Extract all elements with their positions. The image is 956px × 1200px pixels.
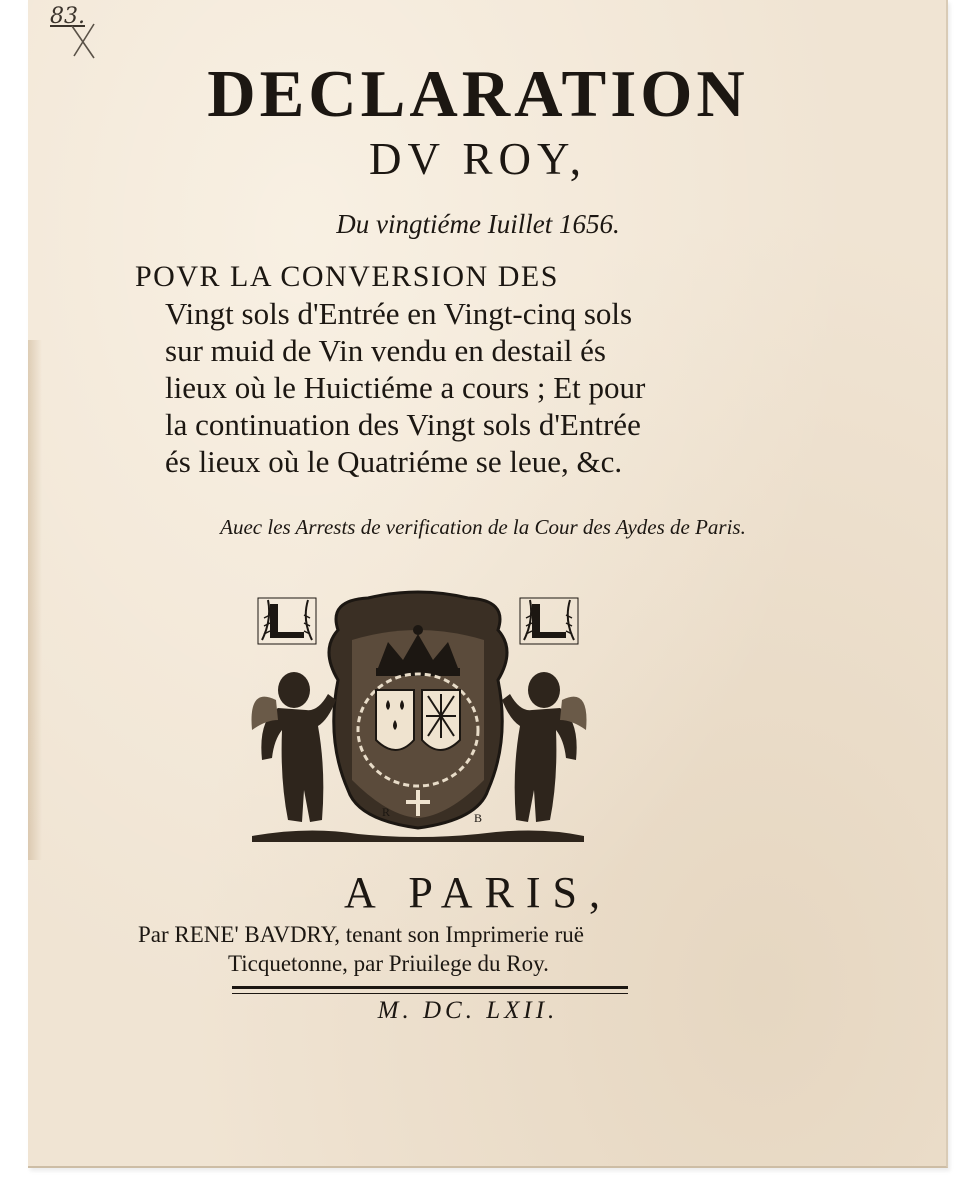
title-du-roy: DV ROY, [369, 134, 587, 184]
imprint-place: A PARIS, [343, 868, 613, 917]
right-cherub-icon [502, 672, 587, 822]
body-line: Vingt sols d'Entrée en Vingt-cinq sols [165, 296, 633, 331]
arrests-line: Auec les Arrests de verification de la Cour des Aydes de Paris. [220, 515, 746, 539]
declaration-date: Du vingtiéme Iuillet 1656. [336, 209, 620, 239]
right-l-monogram-icon [520, 598, 578, 644]
royal-arms-woodcut-icon [248, 590, 588, 846]
declaration-body [135, 258, 735, 480]
body-line: lieux où le Huictiéme a cours ; Et pour [165, 370, 646, 405]
title-declaration: DECLARATION [207, 57, 749, 131]
imprint-printer [138, 920, 778, 978]
imprint-year: M. DC. LXII. [377, 997, 559, 1024]
imprint-line: Ticquetonne, par Priuilege du Roy. [228, 951, 549, 976]
paper-fold-shadow [28, 340, 42, 860]
left-cherub-icon [252, 672, 337, 822]
handwritten-note: 83. [50, 4, 85, 29]
body-line: és lieux où le Quatriéme se leue, &c. [165, 444, 623, 479]
body-line: POVR LA CONVERSION DES [135, 260, 559, 293]
left-l-monogram-icon [258, 598, 316, 644]
imprint-line: Par RENE' BAVDRY, tenant son Imprimerie ruë [138, 922, 584, 947]
emblem-monogram-right: B [474, 811, 483, 825]
body-line: sur muid de Vin vendu en destail és [165, 333, 606, 368]
handwritten-cross-icon [68, 18, 98, 62]
emblem-monogram-left: R [382, 805, 391, 819]
body-line: la continuation des Vingt sols d'Entrée [165, 407, 641, 442]
double-rule-divider [232, 986, 628, 994]
